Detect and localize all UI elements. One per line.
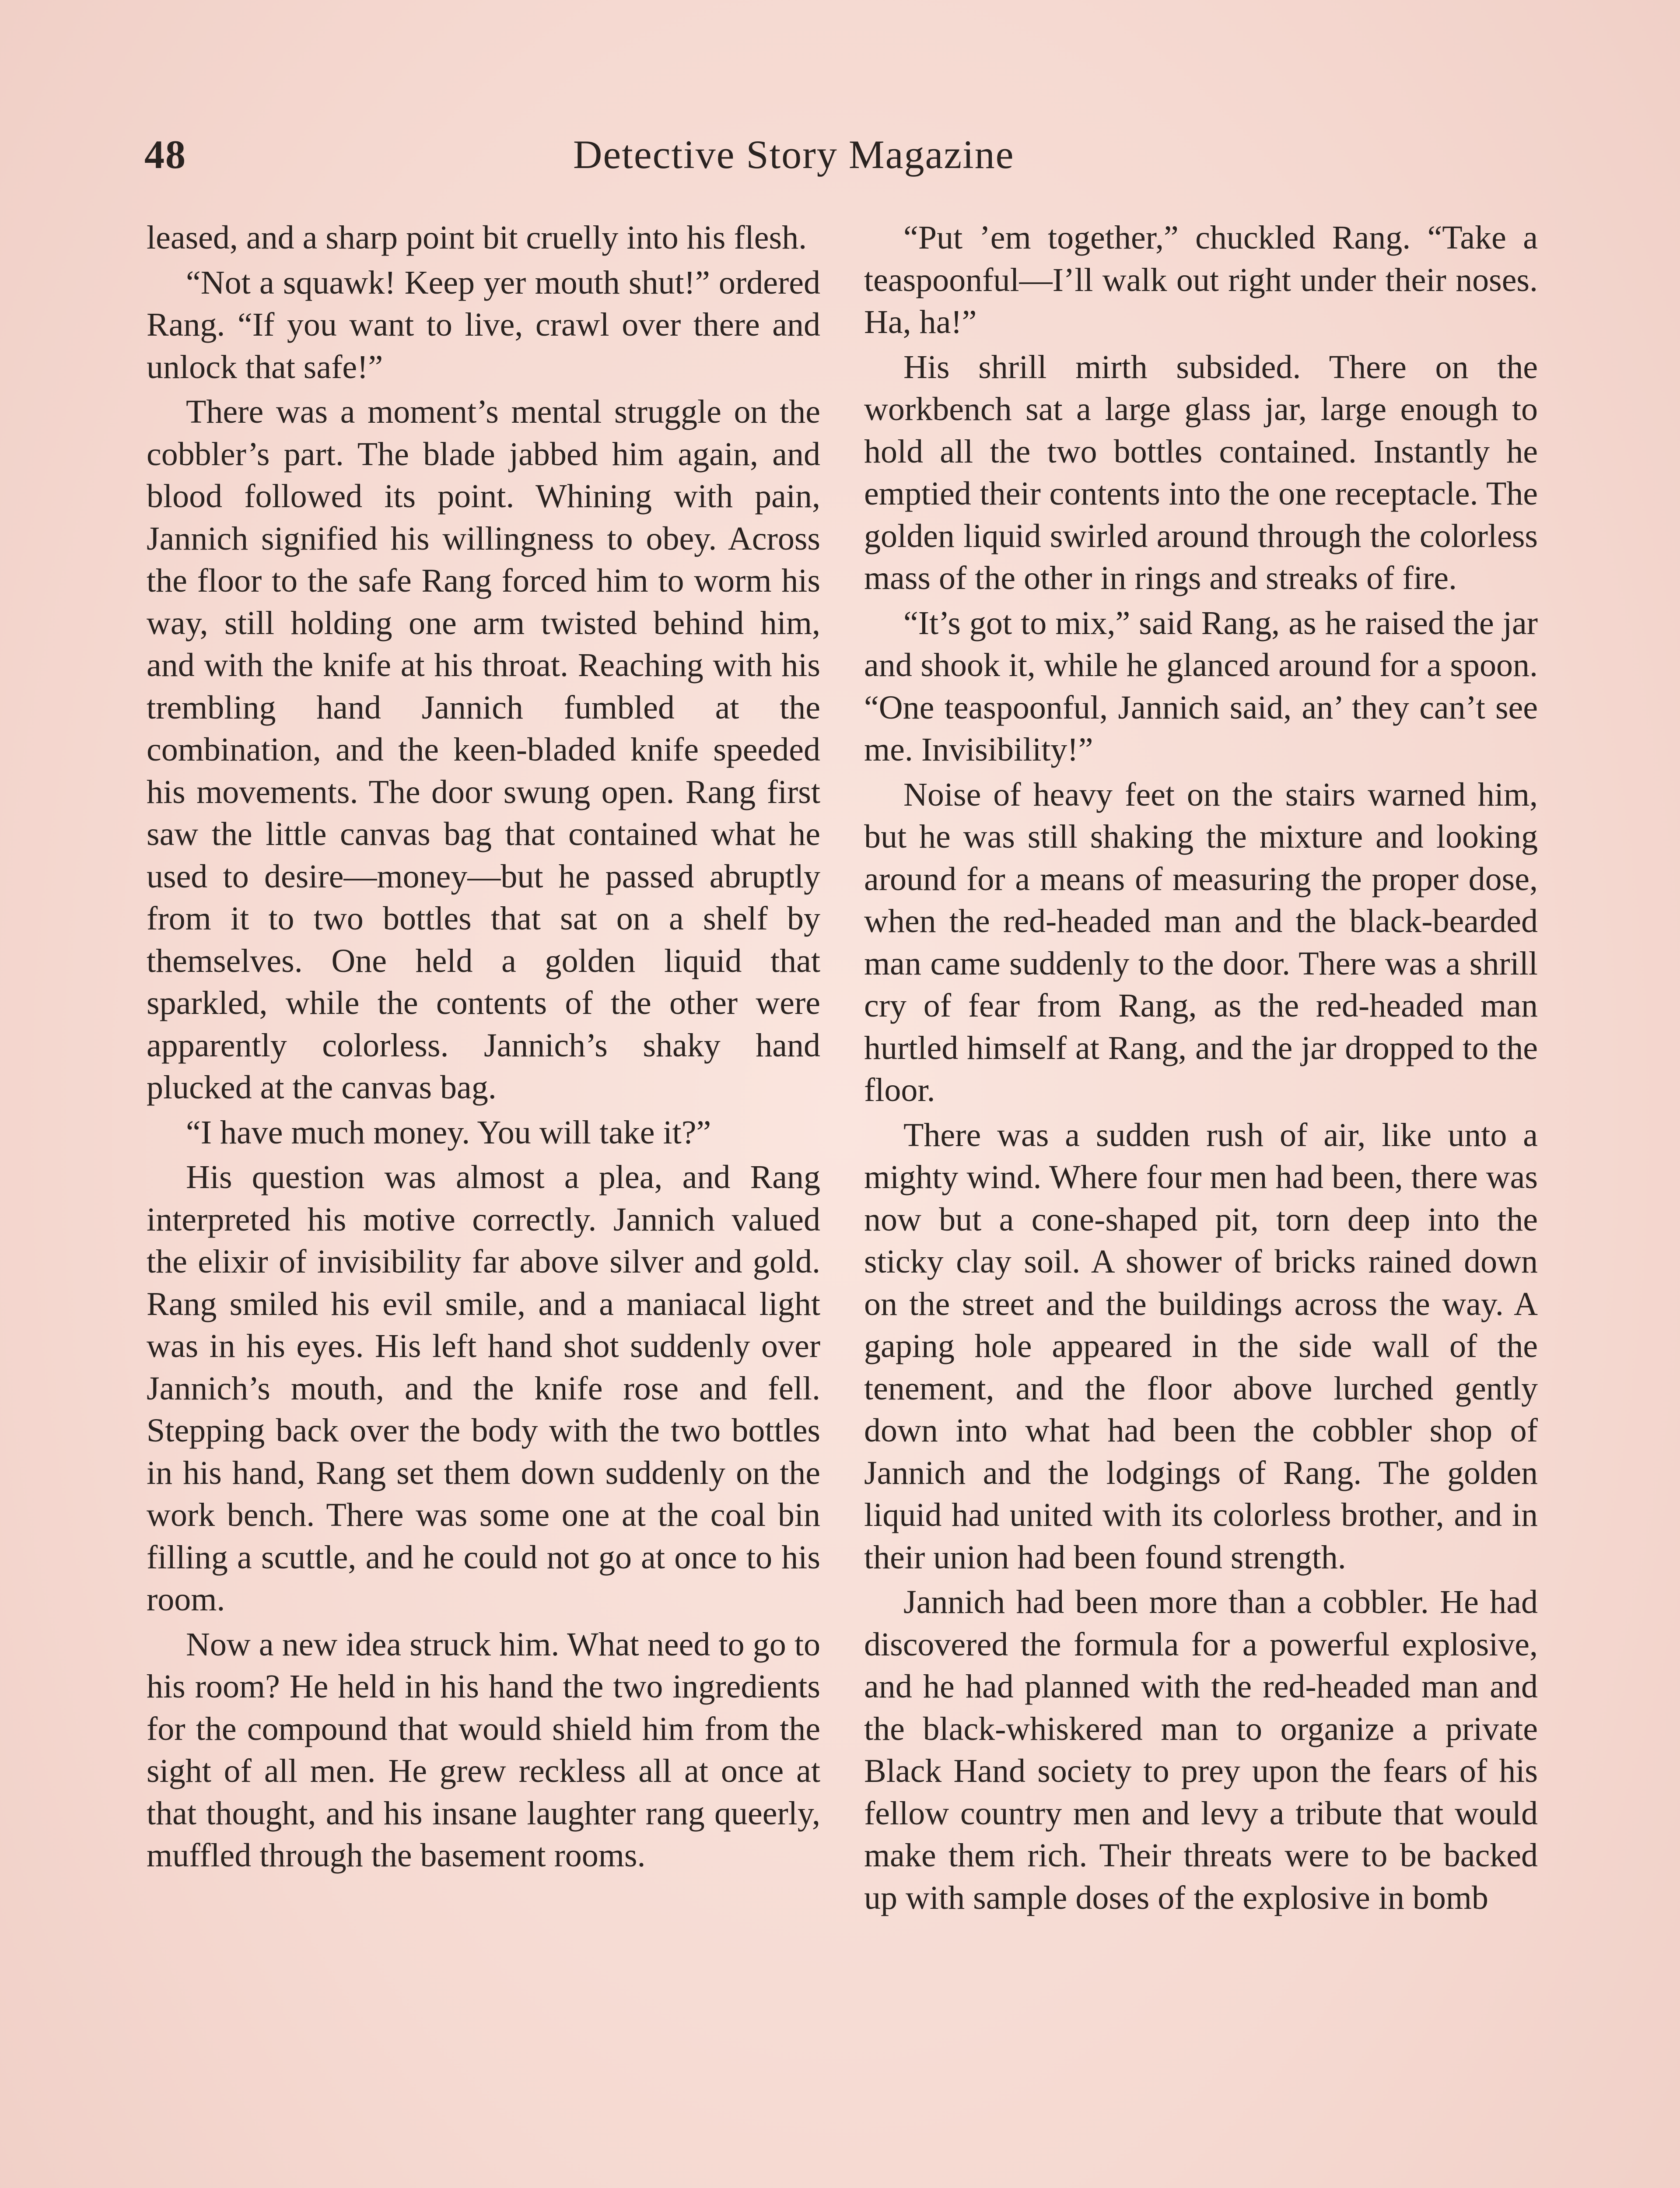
page-header [144, 131, 1536, 188]
paragraph: Now a new idea struck him. What need to go to his room? He held in his hand the two ingredients for the compound that would shield him from the sight of all men. He grew reckless all at once at that thought, and his insane laughter rang queerly, muffled through the basement rooms. [147, 1626, 820, 1874]
paragraph: “I have much money. You will take it?” [186, 1114, 711, 1151]
paragraph: There was a sudden rush of air, like unto a mighty wind. Where four men had been, there was now but a cone-shaped pit, torn deep into the sticky clay soil. A shower of bricks rained down on the street and the buildings across the way. A gaping hole appeared in the side wall of the tenement, and the floor above lurched gently down into what had been the cobbler shop of Jannich and the lodgings of Rang. The golden liquid had united with its colorless brother, and in their union had been found strength. [864, 1116, 1538, 1576]
left-column [147, 217, 820, 1879]
paragraph: Jannich had been more than a cobbler. He had discovered the formula for a powerful explosive, and he had planned with the red-headed man and the black-whiskered man to organize a private Black Hand society to prey upon the fears of his fellow country men and levy a tribute that would make them rich. Their threats were to be backed up with sample doses of the explosive in bomb [864, 1584, 1538, 1916]
running-title: Detective Story Magazine [573, 132, 1015, 177]
paragraph: There was a moment’s mental struggle on the cobbler’s part. The blade jabbed him again, and blood followed its point. Whining with pain, Jannich signified his willingness to obey. Across the floor to the safe Rang forced him to worm his way, still holding one arm twisted behind him, and with the knife at his throat. Reaching with his trembling hand Jannich fumbled at the combination, and the keen-bladed knife speeded his movements. The door swung open. Rang first saw the little canvas bag that contained what he used to desire—money—but he passed abruptly from it to two bottles that sat on a shelf by themselves. One held a golden liquid that sparkled, while the contents of the other were apparently colorless. Jannich’s shaky hand plucked at the canvas bag. [147, 393, 820, 1106]
paragraph: His question was almost a plea, and Rang interpreted his motive correctly. Jannich valued the elixir of invisibility far above silver and gold. Rang smiled his evil smile, and a maniacal light was in his eyes. His left hand shot suddenly over Jannich’s mouth, and the knife rose and fell. Stepping back over the body with the two bottles in his hand, Rang set them down suddenly on the work bench. There was some one at the coal bin filling a scuttle, and he could not go at once to his room. [147, 1159, 820, 1618]
paragraph: His shrill mirth subsided. There on the workbench sat a large glass jar, large enough to hold all the two bottles contained. Instantly he emptied their contents into the one receptacle. The golden liquid swirled around through the colorless mass of the other in rings and streaks of fire. [864, 348, 1538, 596]
page-number: 48 [144, 132, 186, 177]
paragraph: Noise of heavy feet on the stairs warned him, but he was still shaking the mixture and looking around for a means of measuring the proper dose, when the red-headed man and the black-bearded man came suddenly to the door. There was a shrill cry of fear from Rang, as the red-headed man hurtled himself at Rang, and the jar dropped to the floor. [864, 776, 1538, 1108]
paragraph: “Put ’em together,” chuckled Rang. “Take a teaspoonful—I’ll walk out right under their noses. Ha, ha!” [864, 219, 1538, 340]
paragraph: “Not a squawk! Keep yer mouth shut!” ordered Rang. “If you want to live, crawl over there and unlock that safe!” [147, 264, 820, 386]
paragraph: leased, and a sharp point bit cruelly into his flesh. [147, 219, 807, 256]
right-column [864, 217, 1538, 1922]
paragraph: “It’s got to mix,” said Rang, as he raised the jar and shook it, while he glanced around for a spoon. “One teaspoonful, Jannich said, an’ they can’t see me. Invisibility!” [864, 604, 1538, 768]
